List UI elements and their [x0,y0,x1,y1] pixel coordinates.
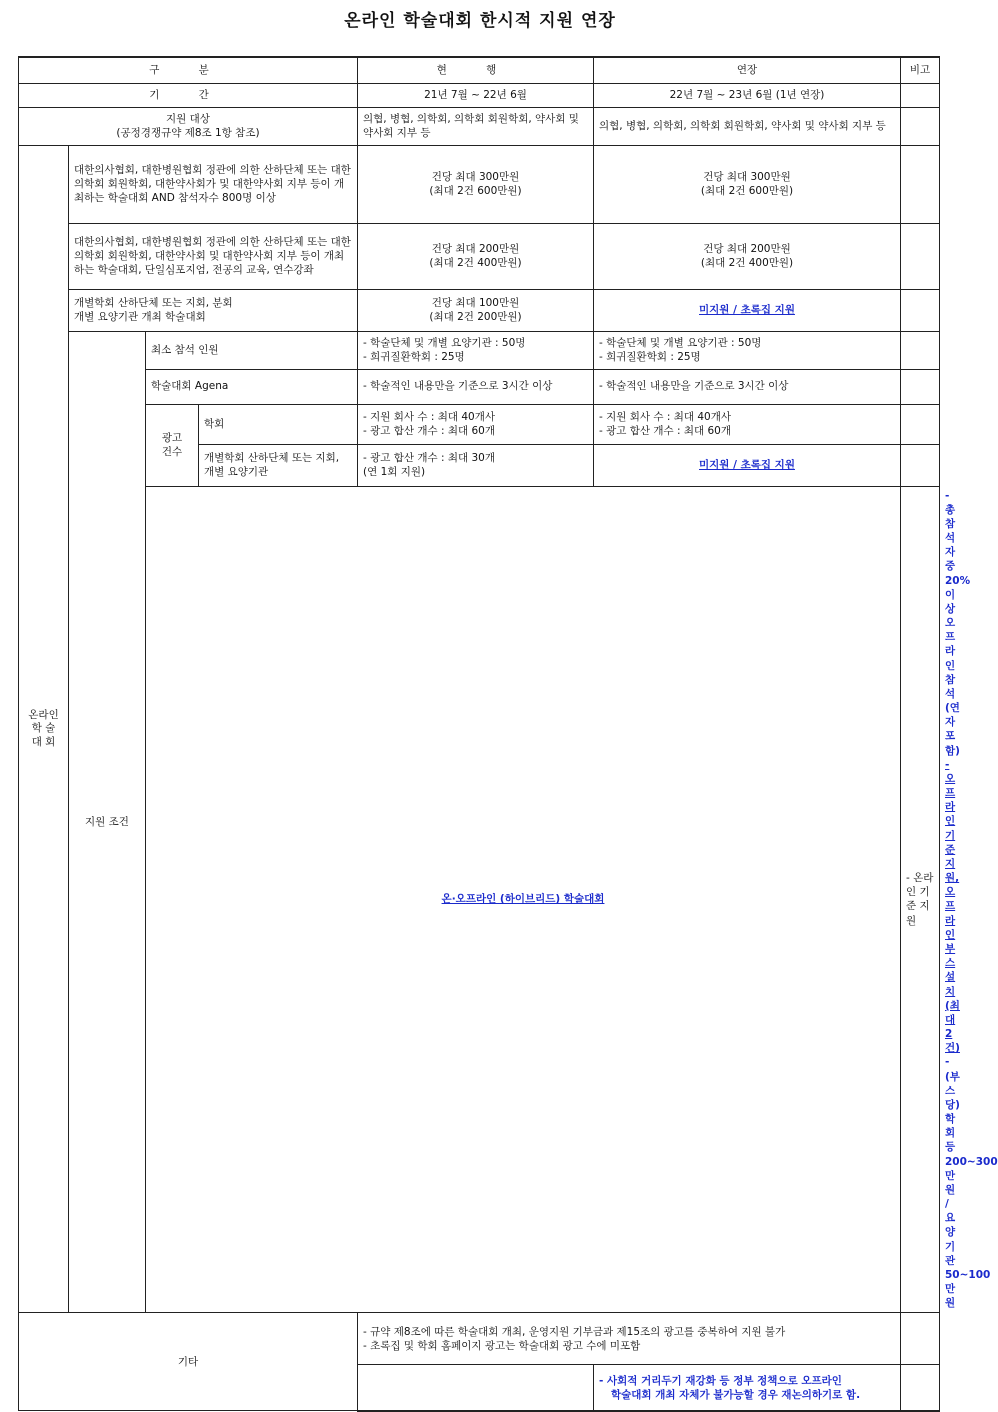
hybrid-current: - 온라인 기준 지원 [901,486,940,1313]
ad-society-current-line1: - 지원 회사 수 : 최대 40개사 [363,410,495,423]
ad-society-current-line2: - 광고 합산 개수 : 최대 60개 [363,425,495,437]
header-note: 비고 [901,57,940,83]
min-attendees-label: 최소 참석 인원 [146,331,358,369]
etc-line1: - 규약 제8조에 따른 학술대회 개최, 운영지원 기부금과 제15조의 광고를 중복하여 지원 불가 [363,1325,786,1338]
online-row-1-ext-line2: (최대 2건 600만원) [700,185,794,197]
target-extension: 의협, 병협, 의학회, 의학회 회원학회, 약사회 및 약사회 지부 등 [594,107,901,145]
target-label-line1: 지원 대상 [166,112,210,125]
ad-branch-current-line2: (연 1회 지원) [363,466,426,478]
min-attendees-ext [594,331,901,369]
online-row-2-ext-line2: (최대 2건 400만원) [700,257,794,269]
etc-ext-line1: - 사회적 거리두기 재강화 등 정부 정책으로 오프라인 [599,1374,842,1387]
agenda-note [901,369,940,404]
min-attendees-ext-line1: - 학술단체 및 개별 요양기관 : 50명 [599,336,762,349]
online-row-2-ext-line1: 건당 최대 200만원 [703,242,791,255]
online-group-label [19,145,69,1313]
header-extension: 연장 [594,57,901,83]
online-row-3-note [901,289,940,331]
online-row-3 [19,289,940,331]
ad-branch-current [358,444,594,486]
online-row-3-current-line1: 건당 최대 100만원 [431,296,520,309]
online-row-2-current-line1: 건당 최대 200만원 [431,242,520,255]
target-current: 의협, 병협, 의학회, 의학회 회원학회, 약사회 및 약사회 지부 등 [358,107,594,145]
online-row-1-ext [594,145,901,223]
support-table [18,56,998,1412]
ad-branch-note [901,444,940,486]
online-row-2-ext [594,223,901,289]
ad-count-label [146,404,199,486]
etc-label: 기타 [19,1313,358,1411]
period-current: 21년 7월 ~ 22년 6월 [358,83,594,107]
target-label [19,107,358,145]
etc-line2: - 초록집 및 학회 홈페이지 광고는 학술대회 광고 수에 미포함 [363,1339,641,1352]
online-row-1-ext-line1: 건당 최대 300만원 [703,170,791,183]
ad-branch-ext: 미지원 / 초록집 지원 [594,444,901,486]
agenda-current: - 학술적인 내용만을 기준으로 3시간 이상 [358,369,594,404]
online-row-3-ext: 미지원 / 초록집 지원 [594,289,901,331]
etc-ext [594,1365,901,1411]
min-attendees-current-line2: - 희귀질환학회 : 25명 [363,351,465,363]
period-row [19,83,940,107]
hybrid-row: 온·오프라인 (하이브리드) 학술대회 - 온라인 기준 지원 - 총 참석자 중 20% 이상 오프라인 참석 (연자포함) - 오프라인 기준 지원, 오프라인 부스 설치 (최대 2건) - (부스 당) 학회 등 200~300만원 / 요양기관 50~100만원 [19,486,940,1313]
ad-society-ext-line2: - 광고 합산 개수 : 최대 60개 [599,425,731,437]
period-extension: 22년 7월 ~ 23년 6월 (1년 연장) [594,83,901,107]
etc-row-1 [19,1313,940,1365]
online-row-3-desc-line2: 개별 요양기관 개최 학술대회 [74,311,206,323]
etc-text [358,1313,901,1365]
online-row-2-current [358,223,594,289]
ad-branch-current-line1: - 광고 합산 개수 : 최대 30개 [363,451,495,464]
target-row [19,107,940,145]
ad-society-note [901,404,940,444]
online-row-1-current-line1: 건당 최대 300만원 [431,170,520,183]
etc-ext-line2: 학술대회 개최 자체가 불가능할 경우 재논의하기로 함. [611,1388,861,1401]
target-note [901,107,940,145]
online-row-1-note [901,145,940,223]
target-label-line2: (공정경쟁규약 제8조 1항 참조) [116,127,260,139]
period-note [901,83,940,107]
ad-branch-label: 개별학회 산하단체 또는 지회, 개별 요양기관 [199,444,358,486]
online-group-label-line2: 학 술 [31,722,56,735]
ad-society-row [19,404,940,444]
online-group-label-line3: 대 회 [31,735,56,748]
page-title: 온라인 학술대회 한시적 지원 연장 [344,11,616,31]
ad-count-label-line2: 건수 [161,446,183,458]
hybrid-label: 온·오프라인 (하이브리드) 학술대회 [146,486,901,1313]
online-group-label-line1: 온라인 [28,708,59,721]
min-attendees-note [901,331,940,369]
min-attendees-current-line1: - 학술단체 및 개별 요양기관 : 50명 [363,336,526,349]
header-category: 구 분 [19,57,358,83]
etc-note-1 [901,1313,940,1365]
min-attendees-current [358,331,594,369]
header-current: 현 행 [358,57,594,83]
agenda-row [19,369,940,404]
ad-society-ext [594,404,901,444]
online-row-1-desc: 대한의사협회, 대한병원협회 정관에 의한 산하단체 또는 대한의학회 회원학회, 대한약사회가 및 대한약사회 지부 등이 개최하는 학술대회 AND 참석자수 800명 이상 [69,145,358,223]
online-row-3-current-line2: (최대 2건 200만원) [429,311,522,323]
online-row-1 [19,145,940,223]
ad-society-current [358,404,594,444]
ad-society-ext-line1: - 지원 회사 수 : 최대 40개사 [599,410,731,423]
agenda-label: 학술대회 Agena [146,369,358,404]
ad-society-label: 학회 [199,404,358,444]
online-row-1-current-line2: (최대 2건 600만원) [429,185,522,197]
online-row-3-desc [69,289,358,331]
online-row-1-current [358,145,594,223]
online-row-3-desc-line1: 개별학회 산하단체 또는 지회, 분회 [74,296,233,309]
online-row-2 [19,223,940,289]
conditions-label: 지원 조건 [69,331,146,1313]
online-row-2-desc: 대한의사협회, 대한병원협회 정관에 의한 산하단체 또는 대한의학회 회원학회, 대한약사회 및 대한약사회 지부 등이 개최하는 학술대회, 단일심포지엄, 전공의 교육, 연수강좌 [69,223,358,289]
min-attendees-row [19,331,940,369]
agenda-ext: - 학술적인 내용만을 기준으로 3시간 이상 [594,369,901,404]
online-row-2-note [901,223,940,289]
min-attendees-ext-line2: - 희귀질환학회 : 25명 [599,351,701,363]
period-label: 기 간 [19,83,358,107]
online-row-2-current-line2: (최대 2건 400만원) [429,257,522,269]
ad-count-label-line1: 광고 [161,431,183,444]
header-row [19,57,940,83]
etc-note-2 [901,1365,940,1411]
etc-current-empty [358,1365,594,1411]
online-row-3-current [358,289,594,331]
